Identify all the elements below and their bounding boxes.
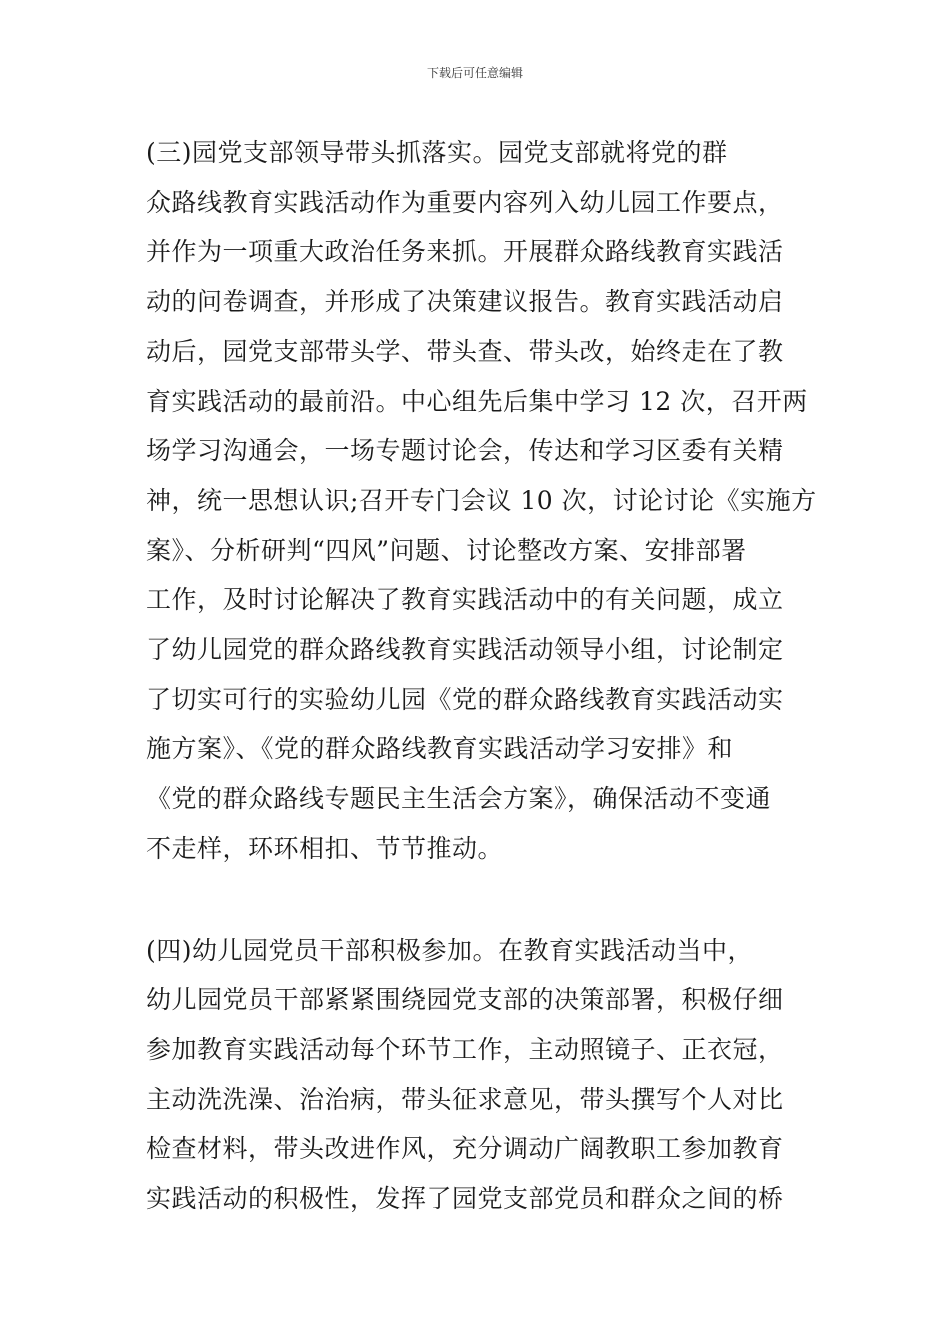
text-line: 场学习沟通会，一场专题讨论会，传达和学习区委有关精 — [146, 436, 784, 466]
paragraph-spacer — [146, 874, 806, 926]
text-line: 工作，及时讨论解决了教育实践活动中的有关问题，成立 — [146, 585, 784, 615]
text-line: (三)园党支部领导带头抓落实。园党支部就将党的群 — [146, 138, 728, 167]
document-body — [146, 128, 817, 1224]
text-line: 幼儿园党员干部紧紧围绕园党支部的决策部署，积极仔细 — [146, 985, 784, 1015]
text-line: 众路线教育实践活动作为重要内容列入幼儿园工作要点， — [146, 187, 784, 217]
paragraph-3 — [146, 128, 817, 874]
text-line: 参加教育实践活动每个环节工作，主动照镜子、正衣冠， — [146, 1034, 784, 1064]
text-line: 《党的群众路线专题民主生活会方案》，确保活动不变通 — [146, 784, 772, 814]
text-line: 了切实可行的实验幼儿园《党的群众路线教育实践活动实 — [146, 684, 784, 714]
page-header: 下载后可任意编辑 — [426, 66, 523, 80]
text-line: 育实践活动的最前沿。中心组先后集中学习 12 次，召开两 — [146, 386, 808, 416]
text-line: 动后，园党支部带头学、带头查、带头改，始终走在了教 — [146, 336, 784, 366]
text-line: 动的问卷调查，并形成了决策建议报告。教育实践活动启 — [146, 287, 784, 317]
text-line: 并作为一项重大政治任务来抓。开展群众路线教育实践活 — [146, 237, 784, 267]
paragraph-4 — [146, 926, 806, 1224]
text-line: (四)幼儿园党员干部积极参加。在教育实践活动当中， — [146, 935, 754, 965]
text-line: 了幼儿园党的群众路线教育实践活动领导小组，讨论制定 — [146, 635, 784, 665]
text-line: 神，统一思想认识;召开专门会议 10 次，讨论讨论《实施方 — [146, 485, 817, 515]
text-line: 施方案》、《党的群众路线教育实践活动学习安排》和 — [146, 734, 734, 764]
text-line: 实践活动的积极性，发挥了园党支部党员和群众之间的桥 — [146, 1184, 784, 1214]
text-line: 案》、分析研判“四风”问题、讨论整改方案、安排部署 — [146, 535, 747, 565]
text-line: 主动洗洗澡、治治病，带头征求意见，带头撰写个人对比 — [146, 1084, 784, 1114]
text-line: 检查材料，带头改进作风，充分调动广阔教职工参加教育 — [146, 1134, 784, 1164]
text-line: 不走样，环环相扣、节节推动。 — [146, 833, 504, 863]
